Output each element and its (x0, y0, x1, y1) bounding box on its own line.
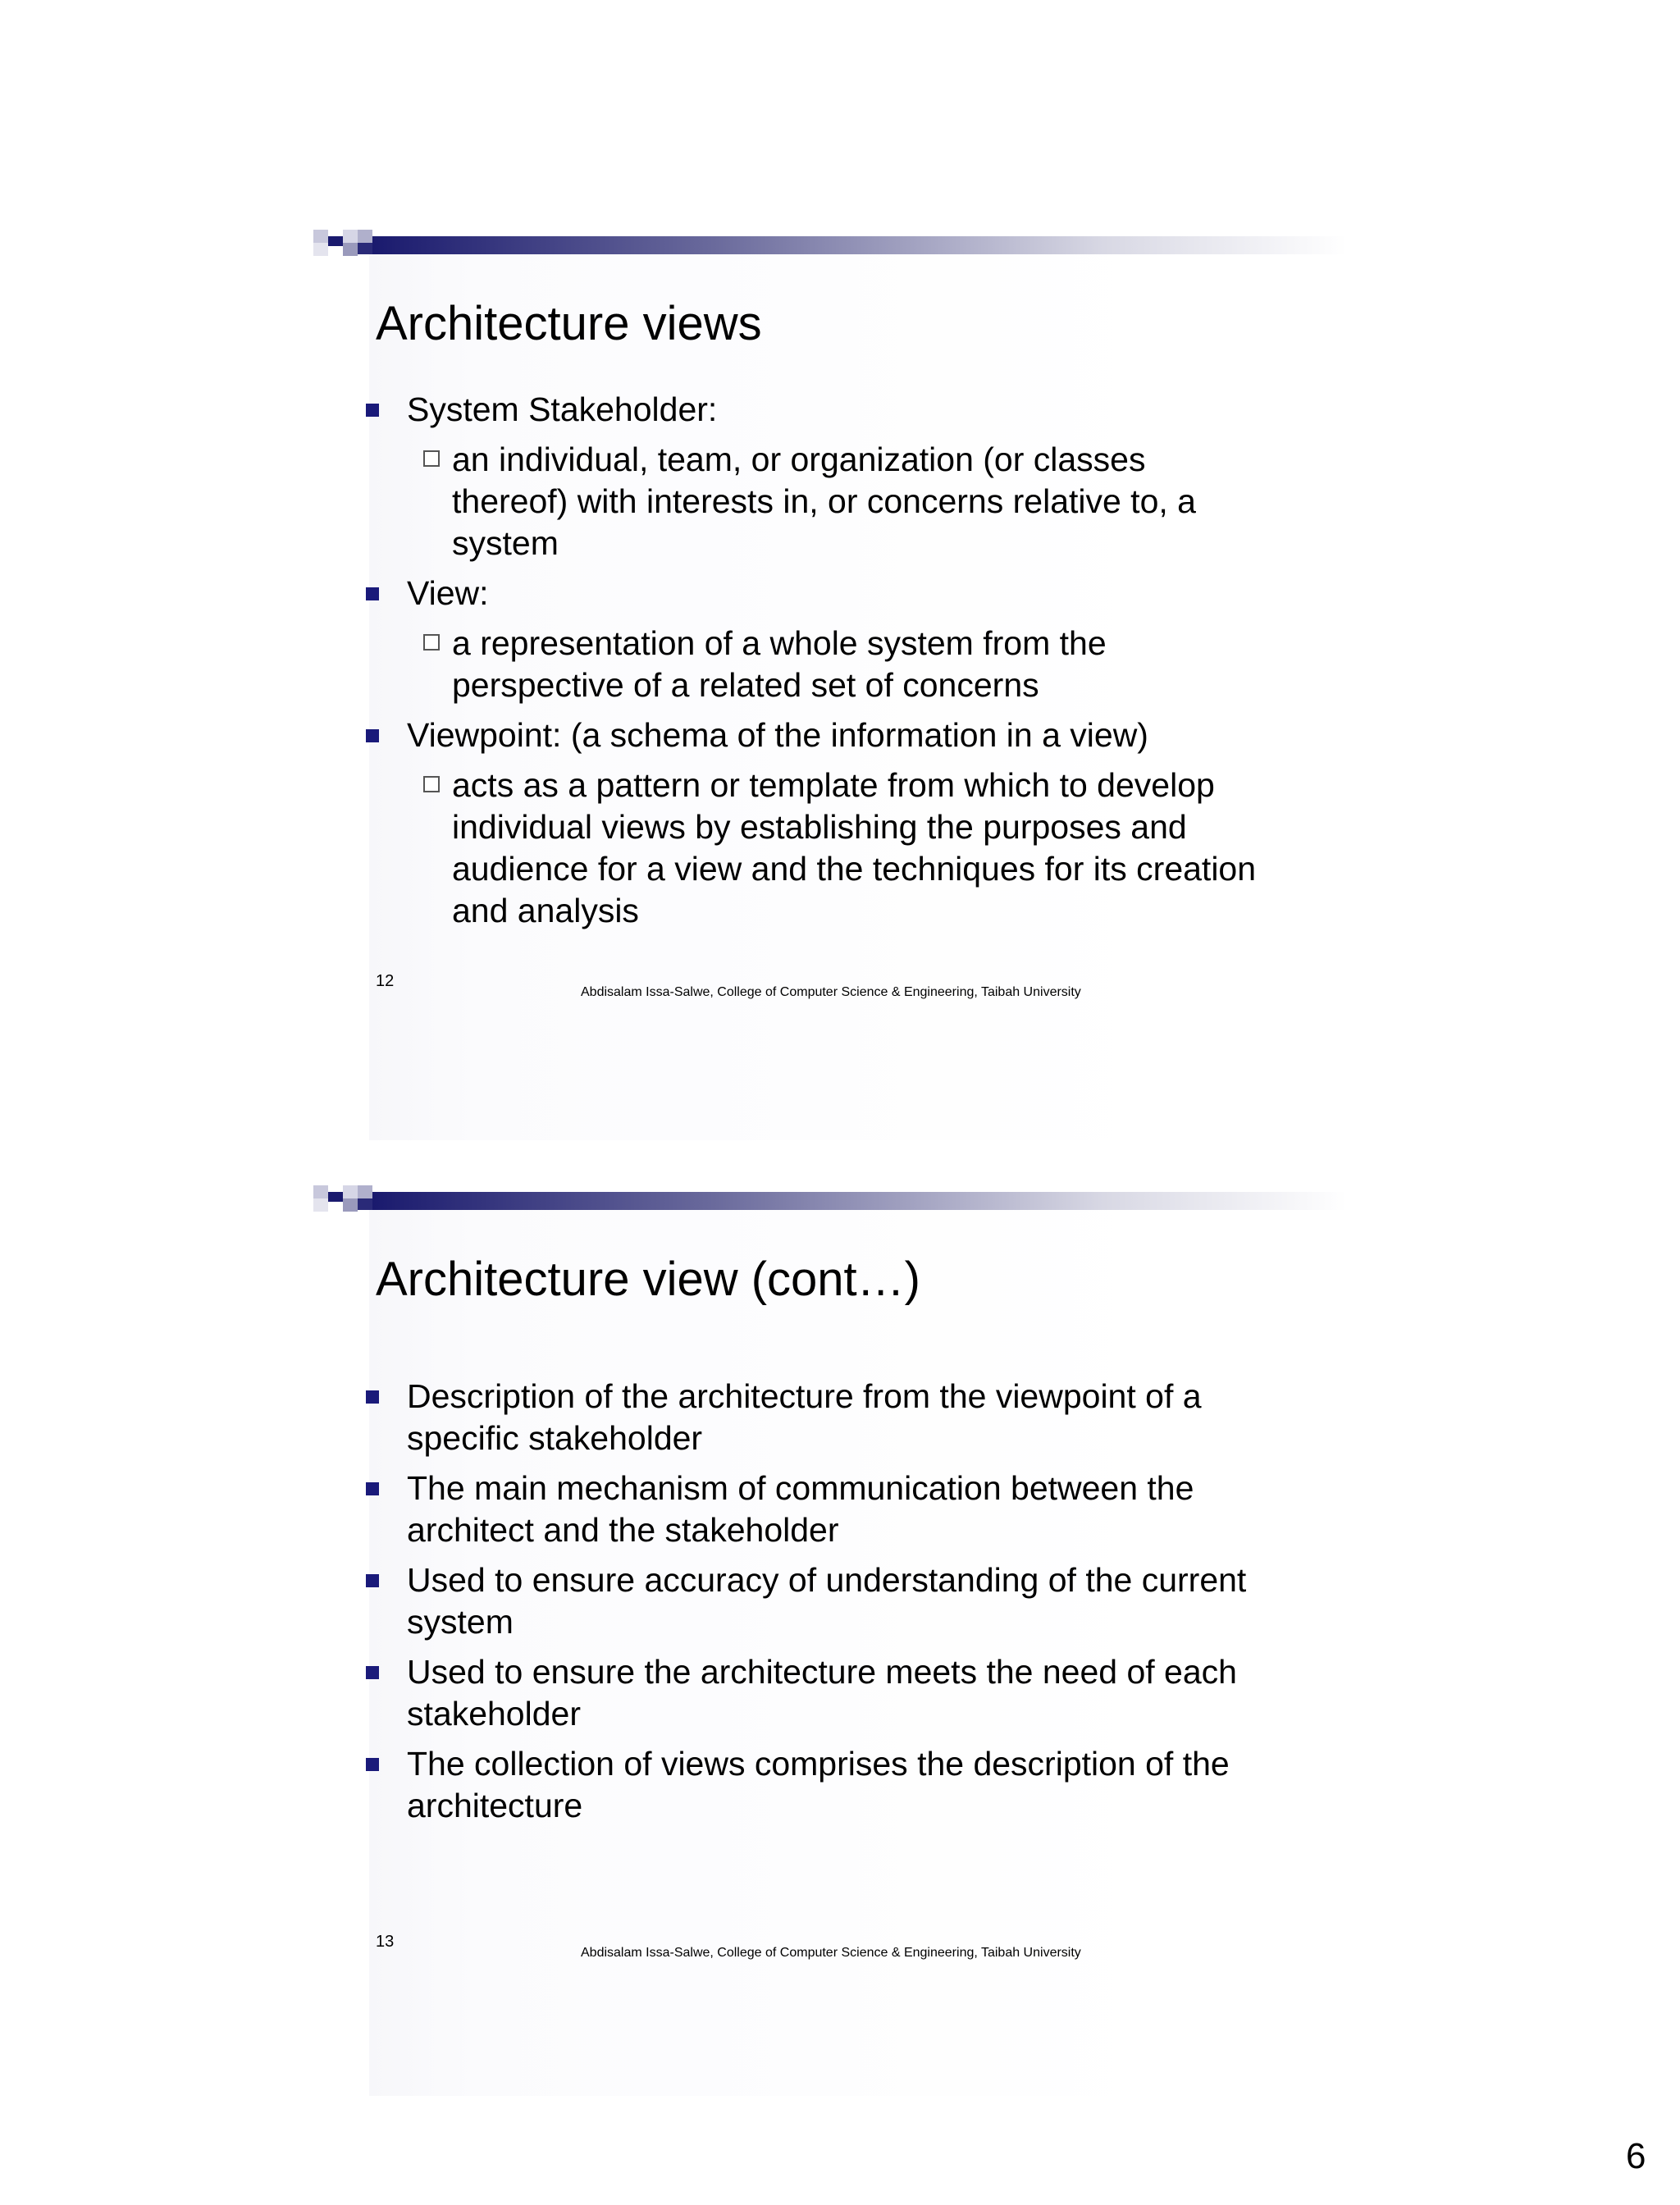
sub-bullet-text: an individual, team, or organization (or classes thereof) with interests in, or concerns relative to, a system (452, 441, 1196, 562)
header-gradient-bar (313, 230, 1347, 262)
bullet-item (366, 389, 1268, 431)
square-bullet-icon (366, 1574, 379, 1587)
square-bullet-icon (366, 1666, 379, 1679)
bullet-text: System Stakeholder: (407, 390, 718, 428)
bullet-item (366, 1651, 1268, 1735)
hollow-square-bullet-icon (423, 634, 440, 651)
bullet-list (366, 389, 1268, 940)
slide-footer: Abdisalam Issa-Salwe, College of Computer Science & Engineering, Taibah University (581, 1946, 1081, 1960)
bullet-list (366, 1376, 1268, 1835)
slide-title: Architecture view (cont…) (376, 1253, 920, 1306)
slide-footer: Abdisalam Issa-Salwe, College of Computer Science & Engineering, Taibah University (581, 985, 1081, 999)
sub-bullet-text: a representation of a whole system from the perspective of a related set of concerns (452, 624, 1107, 704)
sub-bullet-text: acts as a pattern or template from which to develop individual views by establishing the purposes and audience for a view and the techniques for its creation and analysis (452, 766, 1257, 929)
bullet-text: The collection of views comprises the description of the architecture (407, 1745, 1230, 1824)
bullet-item (366, 1468, 1268, 1551)
square-bullet-icon (366, 587, 379, 600)
bullet-item (366, 714, 1268, 756)
header-gradient-bar (313, 1185, 1347, 1218)
bullet-item (366, 1376, 1268, 1459)
slide-13 (313, 1185, 1680, 2088)
bullet-item (366, 573, 1268, 614)
square-bullet-icon (366, 729, 379, 742)
bullet-text: Used to ensure the architecture meets the need of each stakeholder (407, 1653, 1237, 1732)
bullet-text: Viewpoint: (a schema of the information in a view) (407, 716, 1148, 754)
slide-title: Architecture views (376, 297, 762, 350)
square-bullet-icon (366, 1390, 379, 1404)
sub-bullet-item (366, 439, 1268, 564)
square-bullet-icon (366, 1758, 379, 1771)
header-decoration (313, 230, 1347, 262)
slide-number: 12 (376, 972, 395, 990)
header-decoration (313, 1185, 1347, 1218)
sub-bullet-item (366, 765, 1268, 932)
bullet-text: View: (407, 574, 489, 612)
hollow-square-bullet-icon (423, 450, 440, 467)
slide-12 (313, 230, 1680, 1132)
square-bullet-icon (366, 404, 379, 417)
page-number: 6 (1626, 2136, 1646, 2176)
bullet-item (366, 1559, 1268, 1643)
sub-bullet-item (366, 623, 1268, 706)
bullet-item (366, 1743, 1268, 1827)
bullet-text: Description of the architecture from the viewpoint of a specific stakeholder (407, 1377, 1202, 1457)
bullet-text: The main mechanism of communication between the architect and the stakeholder (407, 1469, 1194, 1549)
hollow-square-bullet-icon (423, 776, 440, 792)
slide-number: 13 (376, 1933, 395, 1951)
bullet-text: Used to ensure accuracy of understanding of the current system (407, 1561, 1247, 1641)
square-bullet-icon (366, 1482, 379, 1495)
